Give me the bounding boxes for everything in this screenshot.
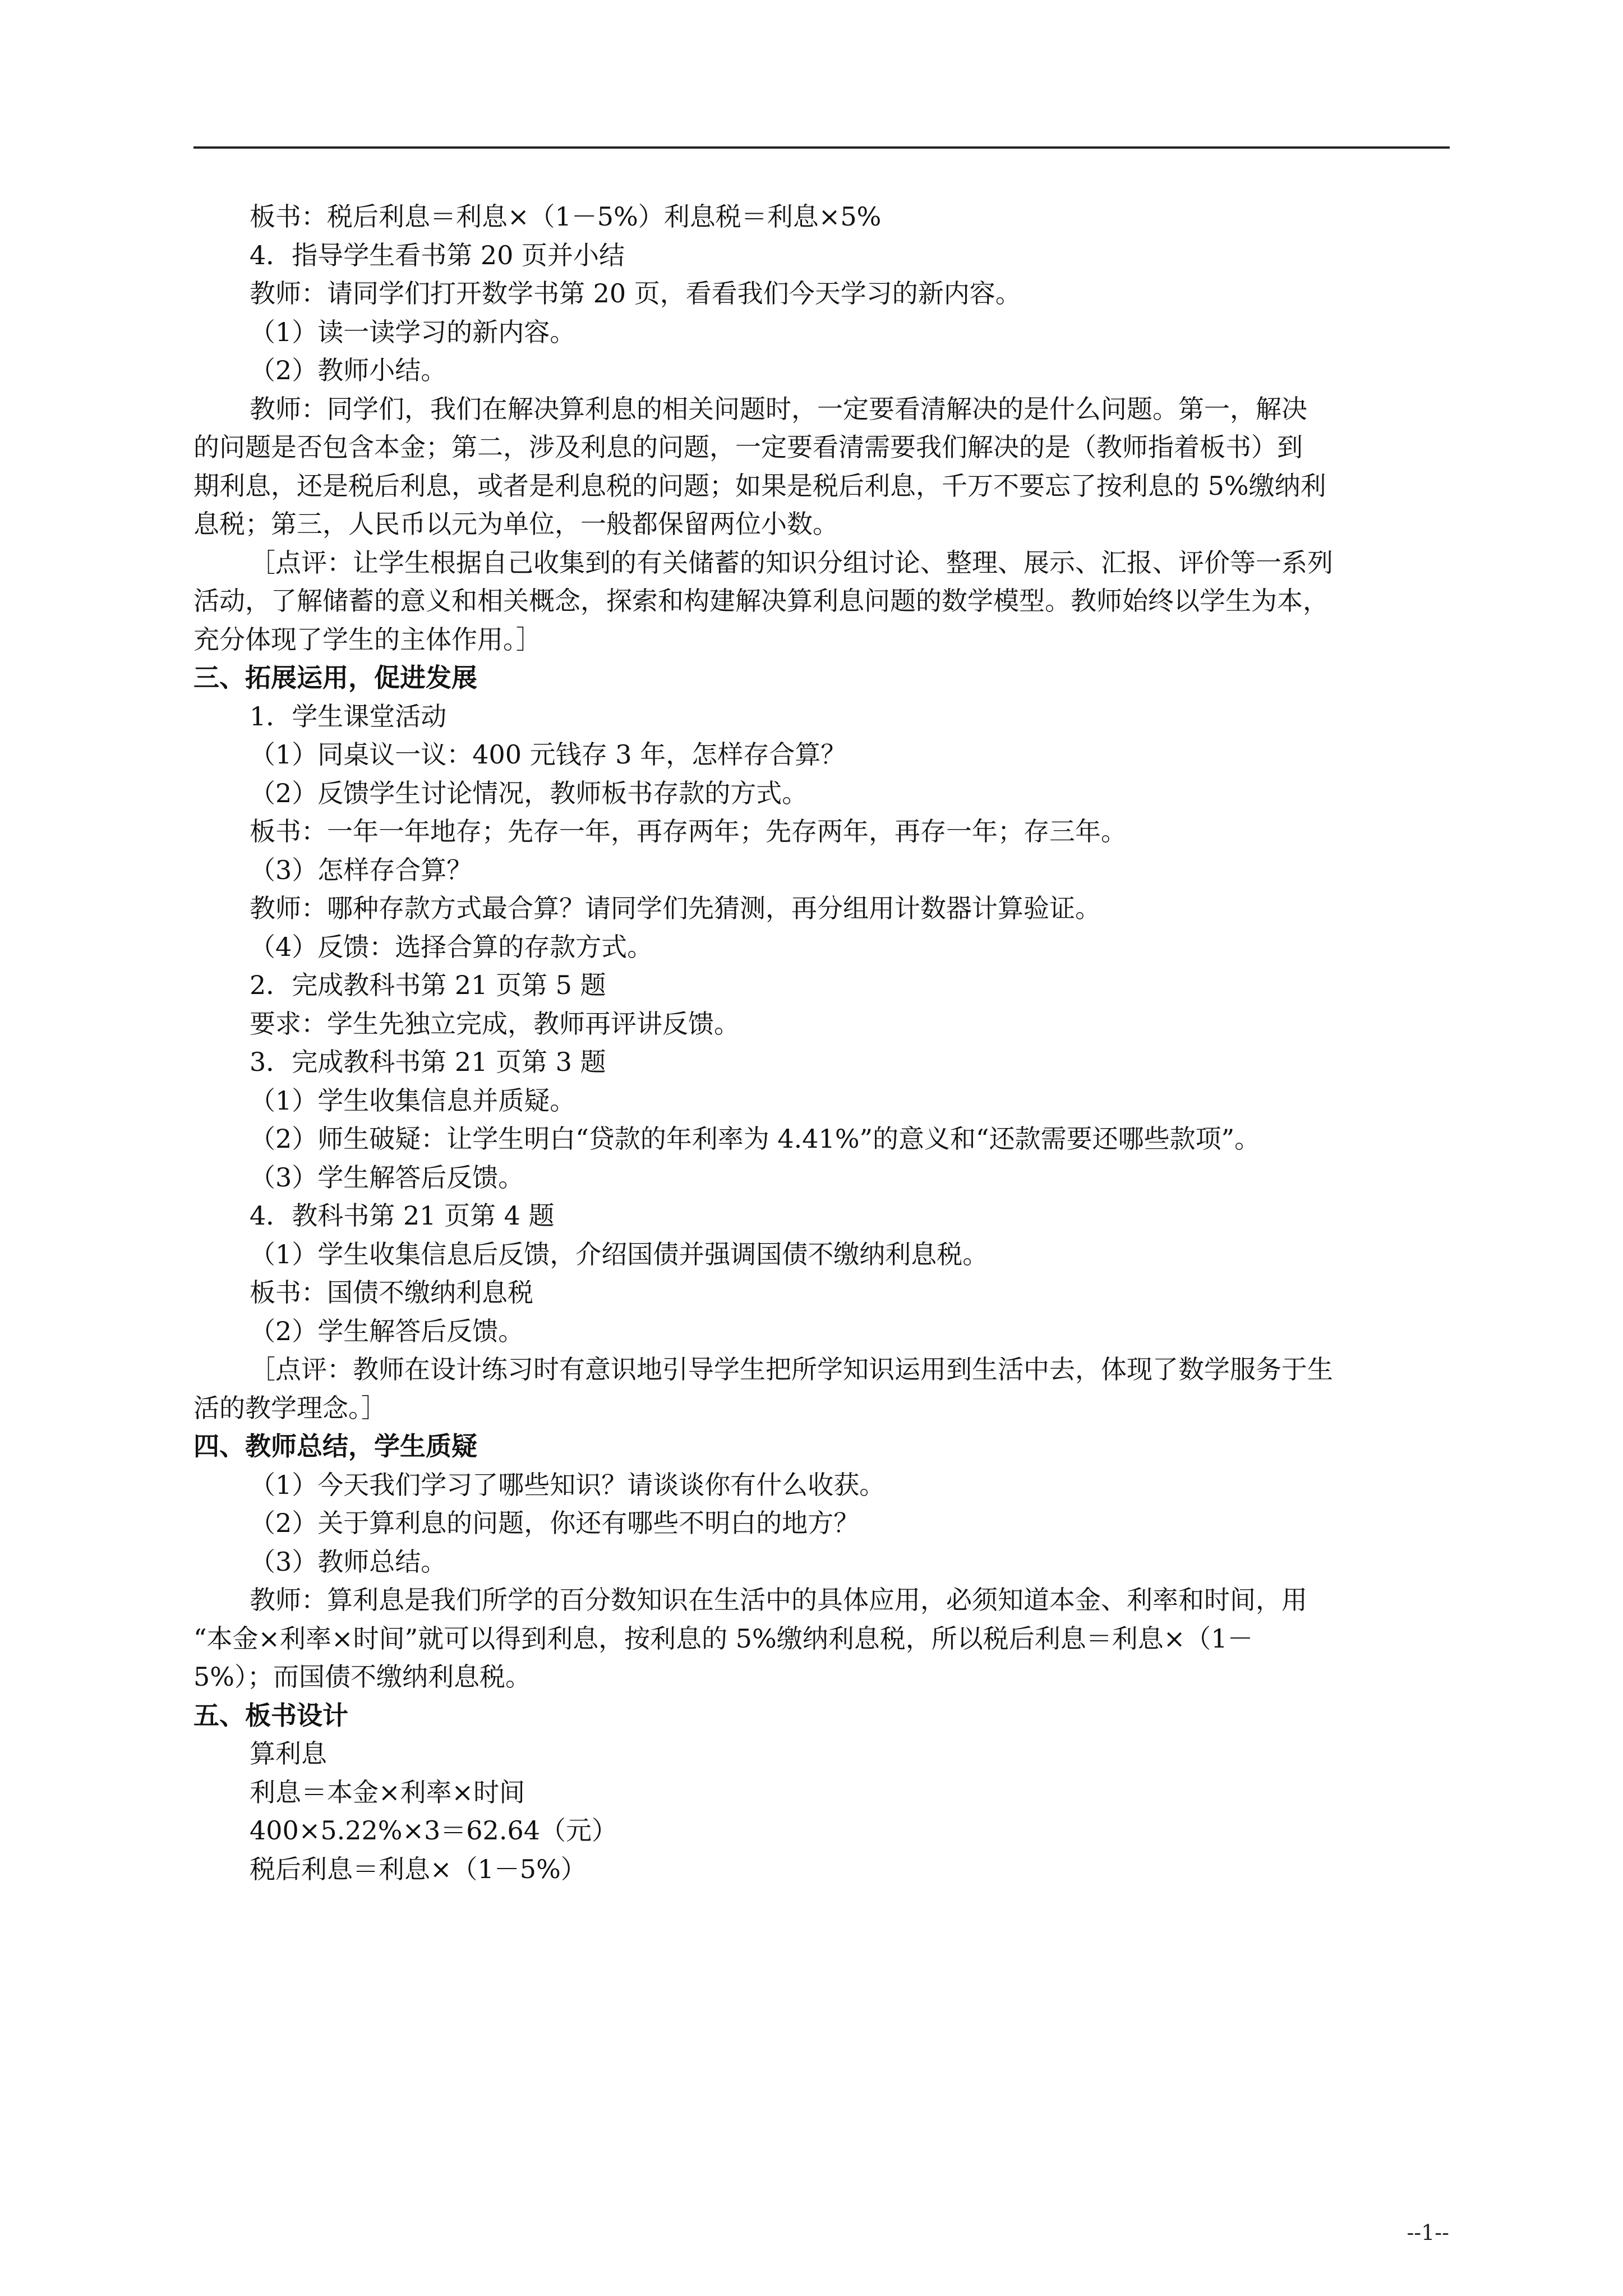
text-line: 教师：算利息是我们所学的百分数知识在生活中的具体应用，必须知道本金、利率和时间，用	[250, 1585, 1307, 1615]
section-heading: 四、教师总结，学生质疑	[193, 1431, 477, 1461]
text-line: 教师：哪种存款方式最合算？请同学们先猜测，再分组用计数器计算验证。	[250, 893, 1101, 923]
text-line: （4）反馈：选择合算的存款方式。	[250, 931, 653, 962]
text-line: （2）关于算利息的问题，你还有哪些不明白的地方？	[250, 1508, 860, 1538]
text-line: 算利息	[250, 1738, 327, 1769]
text-line: 充分体现了学生的主体作用。］	[193, 624, 542, 655]
section-heading: 三、拓展运用，促进发展	[193, 662, 477, 693]
text-line: 3．完成教科书第 21 页第 3 题	[250, 1047, 606, 1077]
text-line: 板书：国债不缴纳利息税	[250, 1277, 533, 1308]
text-line: （1）学生收集信息后反馈，介绍国债并强调国债不缴纳利息税。	[250, 1239, 989, 1269]
text-line: （3）怎样存合算？	[250, 854, 473, 885]
text-line: 息税；第三，人民币以元为单位，一般都保留两位小数。	[193, 509, 838, 539]
text-line: ［点评：让学生根据自己收集到的有关储蓄的知识分组讨论、整理、展示、汇报、评价等一系列	[250, 547, 1333, 578]
text-line: 的问题是否包含本金；第二，涉及利息的问题，一定要看清需要我们解决的是（教师指着板书）到	[193, 432, 1303, 462]
text-line: （1）同桌议一议：400 元钱存 3 年，怎样存合算？	[250, 739, 847, 770]
text-line: 税后利息＝利息×（1－5%）	[250, 1853, 587, 1884]
section-heading: 五、板书设计	[193, 1700, 348, 1731]
text-line: （2）学生解答后反馈。	[250, 1315, 524, 1346]
page-number: --1--	[1407, 2220, 1449, 2245]
text-line: 5%）；而国债不缴纳利息税。	[193, 1662, 531, 1692]
text-line: 板书：一年一年地存；先存一年，再存两年；先存两年，再存一年；存三年。	[250, 816, 1127, 846]
text-line: （1）学生收集信息并质疑。	[250, 1085, 576, 1116]
text-line: 板书：税后利息＝利息×（1－5%）利息税＝利息×5%	[250, 201, 882, 232]
document-body	[193, 197, 1450, 1888]
text-line: 4．教科书第 21 页第 4 题	[250, 1200, 555, 1231]
text-line: 活动，了解储蓄的意义和相关概念，探索和构建解决算利息问题的数学模型。教师始终以学生为本，	[193, 586, 1329, 616]
text-line: 期利息，还是税后利息，或者是利息税的问题；如果是税后利息，千万不要忘了按利息的 5%缴纳利	[193, 470, 1326, 501]
header-rule	[193, 146, 1450, 149]
text-line: ［点评：教师在设计练习时有意识地引导学生把所学知识运用到生活中去，体现了数学服务于生	[250, 1354, 1333, 1384]
text-line: 2．完成教科书第 21 页第 5 题	[250, 970, 606, 1000]
text-line: 利息＝本金×利率×时间	[250, 1777, 525, 1807]
text-line: （1）今天我们学习了哪些知识？请谈谈你有什么收获。	[250, 1469, 886, 1500]
text-line: 活的教学理念。］	[193, 1392, 387, 1423]
text-line: 教师：同学们，我们在解决算利息的相关问题时，一定要看清解决的是什么问题。第一，解决	[250, 393, 1307, 424]
text-line: （2）师生破疑：让学生明白“贷款的年利率为 4.41%”的意义和“还款需要还哪些款项”。	[250, 1124, 1261, 1154]
text-line: 1．学生课堂活动	[250, 701, 447, 731]
text-line: “本金×利率×时间”就可以得到利息，按利息的 5%缴纳利息税，所以税后利息＝利息×（1－	[193, 1623, 1253, 1654]
text-line: （1）读一读学习的新内容。	[250, 316, 576, 347]
text-line: （2）教师小结。	[250, 355, 447, 385]
text-line: 教师：请同学们打开数学书第 20 页，看看我们今天学习的新内容。	[250, 278, 1021, 309]
text-line: （3）学生解答后反馈。	[250, 1162, 524, 1193]
text-line: 400×5.22%×3＝62.64（元）	[250, 1815, 617, 1846]
text-line: （3）教师总结。	[250, 1546, 447, 1577]
text-line: 4．指导学生看书第 20 页并小结	[250, 240, 625, 270]
text-line: 要求：学生先独立完成，教师再评讲反馈。	[250, 1008, 740, 1039]
text-line: （2）反馈学生讨论情况，教师板书存款的方式。	[250, 777, 808, 808]
